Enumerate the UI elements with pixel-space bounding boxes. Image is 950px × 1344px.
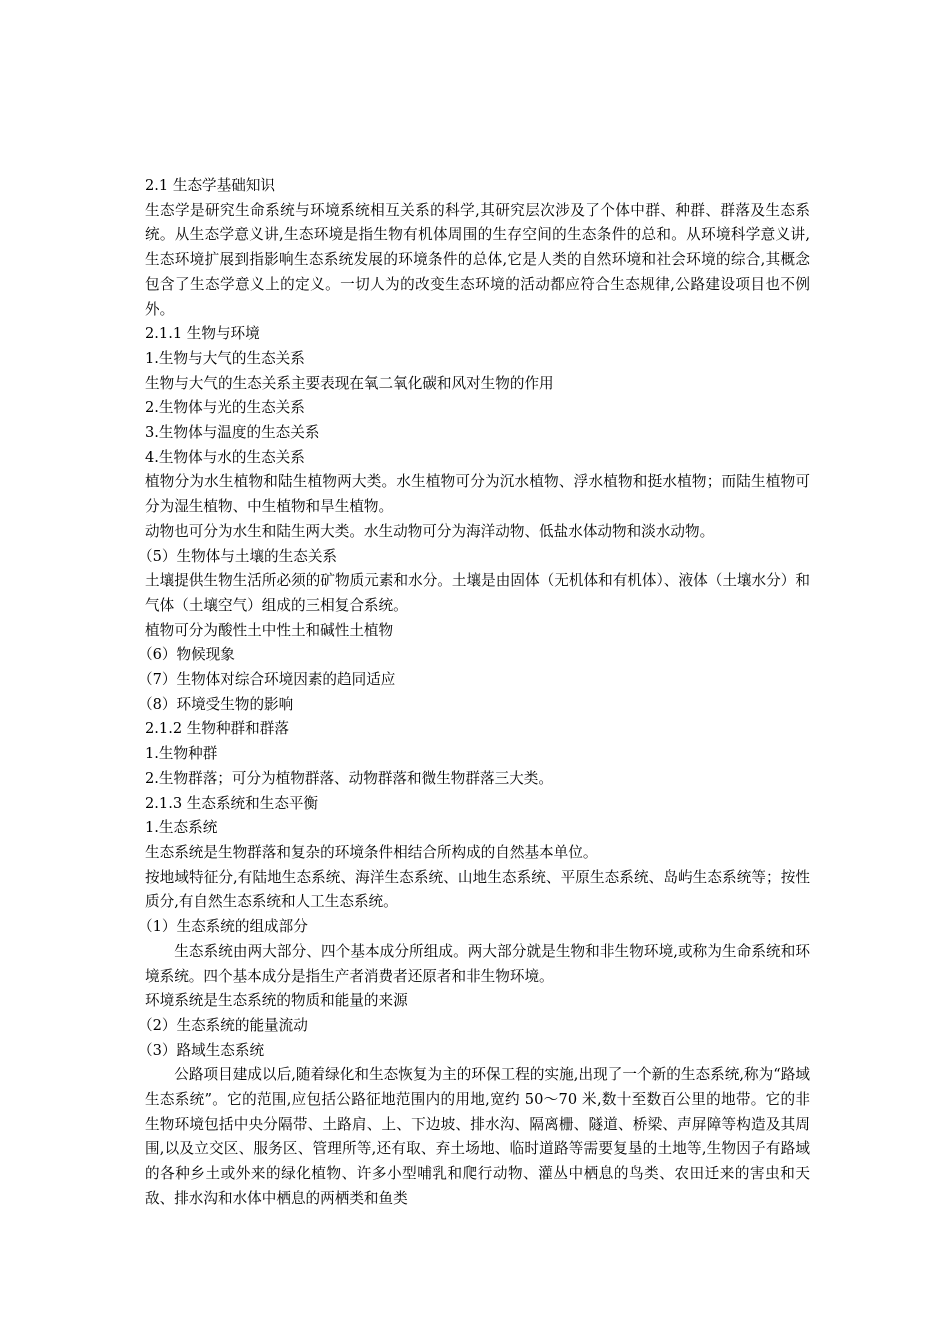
item-heading: （2）生态系统的能量流动 — [138, 1016, 308, 1034]
item-heading: 1.生物与大气的生态关系 — [145, 349, 305, 367]
item-heading: （1）生态系统的组成部分 — [138, 918, 308, 936]
item-heading: 3.生物体与温度的生态关系 — [145, 424, 320, 442]
subsection-heading: 2.1.1 生物与环境 — [145, 325, 260, 343]
body-paragraph: 植物可分为酸性土中性土和碱性土植物 — [145, 621, 394, 639]
section-heading: 2.1 生态学基础知识 — [145, 177, 276, 194]
item-heading: 1.生物种群 — [145, 745, 218, 763]
item-heading: 1.生态系统 — [145, 819, 218, 837]
item-heading: （8）环境受生物的影响 — [138, 695, 294, 713]
item-heading: 4.生物体与水的生态关系 — [145, 448, 305, 466]
item-heading: （3）路域生态系统 — [138, 1041, 265, 1059]
item-heading: （7）生物体对综合环境因素的趋同适应 — [138, 671, 396, 689]
intro-paragraph: 生态学是研究生命系统与环境系统相互关系的科学,其研究层次涉及了个体中群、种群、群落及生态系统。从生态学意义讲,生态环境是指生物有机体周围的生存空间的生态条件的总和。从环境科学意义讲,生态环境扩展到指影响生态系统发展的环境条件的总体,它是人类的自然环境和社会环境的综合,其概念包含了生态学意义上的定义。一切人为的改变生态环境的活动都应符合生态规律,公路建设项目也不例外。 — [145, 201, 810, 318]
item-heading: （6）物候现象 — [138, 646, 235, 664]
subsection-heading: 2.1.3 生态系统和生态平衡 — [145, 794, 319, 812]
item-heading: （5）生物体与土壤的生态关系 — [138, 547, 338, 565]
body-paragraph: 植物分为水生植物和陆生植物两大类。水生植物可分为沉水植物、浮水植物和挺水植物；而陆生植物可分为湿生植物、中生植物和旱生植物。 — [145, 473, 810, 516]
body-paragraph: 公路项目建成以后,随着绿化和生态恢复为主的环保工程的实施,出现了一个新的生态系统,称为“路域生态系统”。它的范围,应包括公路征地范围内的用地,宽约 50～70 米,数十至数百公里的地带。它的非生物环境包括中央分隔带、土路肩、上、下边坡、排水沟、隔离栅、隧道、桥梁、声屏障等构造及其周围,以及立交区、服务区、管理所等,还有取、弃土场地、临时道路等需要复垦的土地等,生物因子有路域的各种乡土或外来的绿化植物、许多小型哺乳和爬行动物、灌丛中栖息的鸟类、农田迁来的害虫和天敌、排水沟和水体中栖息的两栖类和鱼类 — [145, 1066, 810, 1207]
body-paragraph: 生物与大气的生态关系主要表现在氧二氧化碳和风对生物的作用 — [145, 374, 554, 392]
item-heading: 2.生物体与光的生态关系 — [145, 399, 305, 417]
subsection-heading: 2.1.2 生物种群和群落 — [145, 720, 289, 738]
body-paragraph: 按地域特征分,有陆地生态系统、海洋生态系统、山地生态系统、平原生态系统、岛屿生态系统等；按性质分,有自然生态系统和人工生态系统。 — [145, 868, 810, 911]
body-paragraph: 生态系统是生物群落和复杂的环境条件相结合所构成的自然基本单位。 — [145, 843, 598, 861]
body-paragraph: 生态系统由两大部分、四个基本成分所组成。两大部分就是生物和非生物环境,或称为生命系统和环境系统。四个基本成分是指生产者消费者还原者和非生物环境。 — [145, 942, 810, 985]
document-body — [138, 174, 810, 1212]
body-paragraph: 土壤提供生物生活所必须的矿物质元素和水分。土壤是由固体（无机体和有机体）、液体（土壤水分）和气体（土壤空气）组成的三相复合系统。 — [145, 572, 810, 614]
body-paragraph: 动物也可分为水生和陆生两大类。水生动物可分为海洋动物、低盐水体动物和淡水动物。 — [145, 522, 715, 540]
item-heading: 2.生物群落；可分为植物群落、动物群落和微生物群落三大类。 — [145, 769, 553, 787]
body-paragraph: 环境系统是生态系统的物质和能量的来源 — [145, 992, 408, 1010]
